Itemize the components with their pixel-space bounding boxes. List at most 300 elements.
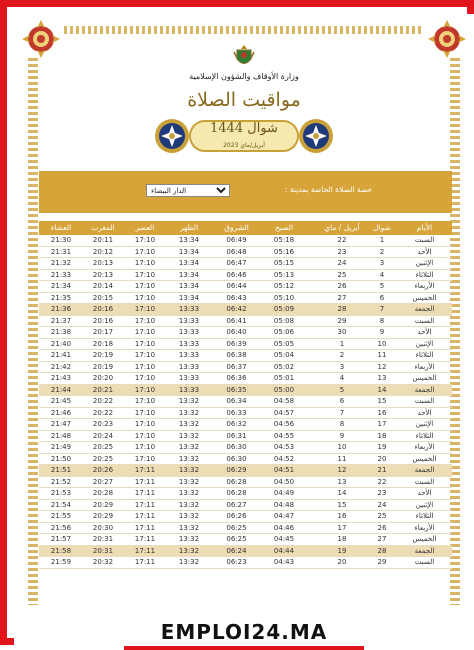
cell-maghrib-time: 20:12 — [92, 247, 114, 256]
cell-day: السبت — [414, 397, 435, 405]
table-row — [39, 511, 452, 523]
table-row — [39, 281, 452, 293]
cell-gregorian-day: 17 — [337, 523, 347, 532]
cell-isha-time: 21:57 — [50, 535, 72, 543]
cell-dhuhr-time: 13:34 — [178, 282, 200, 290]
col-header-isha: العشاء — [50, 223, 72, 232]
table-row — [39, 500, 452, 512]
cell-day: الأربعاء — [414, 282, 435, 290]
cell-hijri-day: 23 — [377, 489, 387, 497]
cell-sunrise-time: 06:26 — [226, 512, 247, 520]
cell-hijri-day: 18 — [377, 431, 387, 440]
cell-day: الثلاثاء — [415, 351, 434, 359]
cell-asr-time: 17:11 — [134, 500, 156, 509]
cell-hijri-day: 25 — [377, 512, 387, 520]
cell-hijri-day: 9 — [379, 328, 385, 336]
cell-sunrise-time: 06:42 — [226, 305, 247, 313]
cell-fajr-time: 04:50 — [273, 477, 295, 486]
cell-asr-time: 17:11 — [134, 546, 156, 555]
table-row — [39, 362, 452, 374]
cell-dhuhr-time: 13:34 — [178, 293, 200, 302]
cell-fajr-time: 04:49 — [273, 489, 295, 497]
cell-isha-time: 21:30 — [50, 236, 72, 244]
cell-fajr-time: 04:47 — [273, 512, 295, 520]
cell-hijri-day: 13 — [377, 374, 387, 382]
cell-maghrib-time: 20:11 — [92, 236, 114, 244]
cell-hijri-day: 6 — [379, 293, 385, 302]
cell-sunrise-time: 06:30 — [226, 454, 247, 463]
cell-hijri-day: 4 — [379, 270, 385, 279]
cell-gregorian-day: 19 — [337, 546, 347, 555]
prayer-times-table — [39, 235, 452, 569]
cell-hijri-day: 11 — [377, 351, 387, 359]
table-row — [39, 373, 452, 385]
cell-sunrise-time: 06:31 — [226, 431, 247, 440]
cell-asr-time: 17:10 — [134, 316, 156, 325]
cell-isha-time: 21:31 — [50, 247, 72, 256]
cell-asr-time: 17:11 — [134, 523, 156, 532]
cell-maghrib-time: 20:16 — [92, 316, 114, 325]
cell-dhuhr-time: 13:33 — [178, 316, 200, 325]
cell-day: الأحد — [417, 328, 432, 336]
cell-day: السبت — [414, 477, 435, 486]
cell-sunrise-time: 06:23 — [226, 558, 247, 566]
col-header-gregorian: أبريل / ماي — [324, 223, 360, 232]
cell-gregorian-day: 1 — [339, 339, 345, 348]
cell-sunrise-time: 06:35 — [226, 385, 247, 394]
table-row — [39, 557, 452, 569]
cell-maghrib-time: 20:21 — [92, 385, 114, 394]
cell-asr-time: 17:11 — [134, 466, 156, 474]
cell-hijri-day: 21 — [377, 466, 387, 474]
coat-of-arms-icon — [232, 44, 256, 70]
cell-hijri-day: 8 — [379, 316, 385, 325]
cell-gregorian-day: 7 — [339, 408, 345, 417]
cell-hijri-day: 19 — [377, 443, 387, 451]
cell-fajr-time: 04:51 — [273, 466, 295, 474]
table-row — [39, 546, 452, 558]
cell-maghrib-time: 20:24 — [92, 431, 114, 440]
col-header-dhuhr: الظهر — [179, 223, 199, 232]
cell-maghrib-time: 20:28 — [92, 489, 114, 497]
cell-fajr-time: 05:05 — [273, 339, 295, 348]
cell-dhuhr-time: 13:34 — [178, 236, 200, 244]
ministry-name: وزارة الأوقاف والشؤون الإسلامية — [189, 72, 299, 81]
cell-asr-time: 17:10 — [134, 431, 156, 440]
cell-isha-time: 21:52 — [50, 477, 72, 486]
cell-hijri-day: 28 — [377, 546, 387, 555]
cell-fajr-time: 04:44 — [273, 546, 295, 555]
cell-fajr-time: 04:48 — [273, 500, 295, 509]
cell-gregorian-day: 25 — [337, 270, 347, 279]
cell-dhuhr-time: 13:32 — [178, 477, 200, 486]
cell-fajr-time: 04:53 — [273, 443, 295, 451]
cell-sunrise-time: 06:28 — [226, 489, 247, 497]
cell-gregorian-day: 29 — [337, 316, 347, 325]
top-decorative-border — [64, 26, 424, 34]
cell-isha-time: 21:49 — [50, 443, 72, 451]
table-row — [39, 385, 452, 397]
cell-dhuhr-time: 13:33 — [178, 385, 200, 394]
cell-isha-time: 21:55 — [50, 512, 72, 520]
cell-gregorian-day: 10 — [337, 443, 347, 451]
cell-fajr-time: 05:15 — [273, 259, 295, 267]
page-inner — [14, 14, 474, 645]
cell-day: الثلاثاء — [415, 431, 434, 440]
cell-asr-time: 17:10 — [134, 385, 156, 394]
cell-fajr-time: 05:02 — [273, 362, 295, 371]
cell-gregorian-day: 12 — [337, 466, 347, 474]
cell-asr-time: 17:10 — [134, 259, 156, 267]
cell-gregorian-day: 30 — [337, 328, 347, 336]
cell-isha-time: 21:34 — [50, 282, 72, 290]
cell-fajr-time: 05:06 — [273, 328, 295, 336]
cell-gregorian-day: 2 — [339, 351, 345, 359]
cell-isha-time: 21:51 — [50, 466, 72, 474]
table-row — [39, 431, 452, 443]
cell-asr-time: 17:10 — [134, 328, 156, 336]
corner-ornament-right — [424, 16, 470, 62]
cell-maghrib-time: 20:30 — [92, 523, 114, 532]
cell-hijri-day: 26 — [377, 523, 387, 532]
cell-dhuhr-time: 13:32 — [178, 523, 200, 532]
cell-gregorian-day: 20 — [337, 558, 347, 566]
cell-sunrise-time: 06:40 — [226, 328, 247, 336]
cell-isha-time: 21:50 — [50, 454, 72, 463]
cell-isha-time: 21:38 — [50, 328, 72, 336]
cell-hijri-day: 22 — [377, 477, 387, 486]
cell-isha-time: 21:47 — [50, 420, 72, 428]
cell-fajr-time: 04:46 — [273, 523, 295, 532]
cell-fajr-time: 05:16 — [273, 247, 295, 256]
cell-hijri-day: 20 — [377, 454, 387, 463]
col-header-day: الأيام — [416, 223, 433, 232]
cell-hijri-day: 3 — [379, 259, 385, 267]
cell-sunrise-time: 06:49 — [226, 236, 247, 244]
cell-fajr-time: 05:18 — [273, 236, 295, 244]
cell-gregorian-day: 8 — [339, 420, 345, 428]
site-logo — [124, 618, 364, 648]
cell-hijri-day: 5 — [379, 282, 385, 290]
cell-fajr-time: 05:10 — [273, 293, 295, 302]
cell-dhuhr-time: 13:33 — [178, 339, 200, 348]
cell-day: الجمعة — [414, 546, 435, 555]
cell-asr-time: 17:10 — [134, 305, 156, 313]
table-row — [39, 235, 452, 247]
cell-asr-time: 17:10 — [134, 236, 156, 244]
cell-sunrise-time: 06:48 — [226, 247, 247, 256]
corner-ornament-left — [18, 16, 64, 62]
cell-dhuhr-time: 13:34 — [178, 247, 200, 256]
cell-maghrib-time: 20:31 — [92, 535, 114, 543]
cell-day: الإثنين — [415, 259, 434, 267]
cell-maghrib-time: 20:26 — [92, 466, 114, 474]
cell-hijri-day: 17 — [377, 420, 387, 428]
cell-gregorian-day: 14 — [337, 489, 347, 497]
cell-asr-time: 17:10 — [134, 293, 156, 302]
cell-maghrib-time: 20:16 — [92, 305, 114, 313]
cell-gregorian-day: 11 — [337, 454, 347, 463]
cell-day: الإثنين — [415, 420, 434, 428]
cell-isha-time: 21:35 — [50, 293, 72, 302]
cell-fajr-time: 05:09 — [273, 305, 295, 313]
cell-hijri-day: 10 — [377, 339, 387, 348]
cell-hijri-day: 2 — [379, 247, 385, 256]
cell-maghrib-time: 20:32 — [92, 558, 114, 566]
hijri-month: شوال 1444 — [210, 121, 278, 136]
cell-gregorian-day: 16 — [337, 512, 347, 520]
cell-maghrib-time: 20:29 — [92, 500, 114, 509]
cell-sunrise-time: 06:33 — [226, 408, 247, 417]
cell-day: السبت — [414, 236, 435, 244]
cell-day: الخميس — [412, 454, 437, 463]
cell-dhuhr-time: 13:32 — [178, 500, 200, 509]
cell-day: الجمعة — [414, 385, 435, 394]
cell-day: السبت — [414, 316, 435, 325]
cell-maghrib-time: 20:18 — [92, 339, 114, 348]
cell-hijri-day: 7 — [379, 305, 385, 313]
cell-sunrise-time: 06:24 — [226, 546, 247, 555]
cell-isha-time: 21:45 — [50, 397, 72, 405]
cell-fajr-time: 05:01 — [273, 374, 295, 382]
cell-asr-time: 17:11 — [134, 558, 156, 566]
cell-dhuhr-time: 13:33 — [178, 362, 200, 371]
cell-sunrise-time: 06:28 — [226, 477, 247, 486]
cell-asr-time: 17:10 — [134, 362, 156, 371]
col-header-fajr: الصبح — [275, 223, 293, 232]
cell-hijri-day: 14 — [377, 385, 387, 394]
table-row — [39, 258, 452, 270]
cell-asr-time: 17:10 — [134, 408, 156, 417]
cell-isha-time: 21:40 — [50, 339, 72, 348]
cell-asr-time: 17:10 — [134, 351, 156, 359]
cell-isha-time: 21:59 — [50, 558, 72, 566]
cell-isha-time: 21:48 — [50, 431, 72, 440]
cell-dhuhr-time: 13:32 — [178, 454, 200, 463]
cell-asr-time: 17:10 — [134, 247, 156, 256]
cell-gregorian-day: 28 — [337, 305, 347, 313]
cell-asr-time: 17:10 — [134, 374, 156, 382]
cell-asr-time: 17:11 — [134, 477, 156, 486]
cell-asr-time: 17:11 — [134, 535, 156, 543]
table-row — [39, 408, 452, 420]
cell-fajr-time: 04:56 — [273, 420, 295, 428]
cell-hijri-day: 16 — [377, 408, 387, 417]
table-row — [39, 523, 452, 535]
cell-sunrise-time: 06:38 — [226, 351, 247, 359]
cell-sunrise-time: 06:41 — [226, 316, 247, 325]
cell-day: الثلاثاء — [415, 512, 434, 520]
cell-sunrise-time: 06:27 — [226, 500, 247, 509]
cell-dhuhr-time: 13:34 — [178, 259, 200, 267]
cell-sunrise-time: 06:34 — [226, 397, 247, 405]
cell-maghrib-time: 20:25 — [92, 443, 114, 451]
cell-gregorian-day: 26 — [337, 282, 347, 290]
cell-day: السبت — [414, 558, 435, 566]
cell-fajr-time: 04:43 — [273, 558, 295, 566]
cell-asr-time: 17:11 — [134, 512, 156, 520]
page-title: مواقيت الصلاة — [187, 89, 301, 111]
cell-day: الأربعاء — [414, 362, 435, 371]
cell-dhuhr-time: 13:32 — [178, 420, 200, 428]
cell-gregorian-day: 4 — [339, 374, 345, 382]
col-header-sunrise: الشروق — [224, 223, 249, 232]
table-row — [39, 419, 452, 431]
cell-gregorian-day: 24 — [337, 259, 347, 267]
table-row — [39, 454, 452, 466]
site-logo-text: EMPLOI24.MA — [160, 620, 328, 644]
cell-maghrib-time: 20:17 — [92, 328, 114, 336]
table-row — [39, 350, 452, 362]
cell-dhuhr-time: 13:33 — [178, 328, 200, 336]
cell-fajr-time: 05:13 — [273, 270, 295, 279]
cell-gregorian-day: 9 — [339, 431, 345, 440]
cell-maghrib-time: 20:22 — [92, 397, 114, 405]
cell-fajr-time: 04:45 — [273, 535, 295, 543]
cell-day: الإثنين — [415, 339, 434, 348]
cell-gregorian-day: 23 — [337, 247, 347, 256]
cell-day: الخميس — [412, 293, 437, 302]
cell-sunrise-time: 06:46 — [226, 270, 247, 279]
cell-day: الخميس — [412, 374, 437, 382]
cell-isha-time: 21:33 — [50, 270, 72, 279]
cell-asr-time: 17:11 — [134, 489, 156, 497]
cell-sunrise-time: 06:32 — [226, 420, 247, 428]
cell-asr-time: 17:10 — [134, 420, 156, 428]
cell-isha-time: 21:53 — [50, 489, 72, 497]
cell-maghrib-time: 20:19 — [92, 362, 114, 371]
table-row — [39, 304, 452, 316]
cell-day: الأحد — [417, 247, 432, 256]
cell-gregorian-day: 18 — [337, 535, 347, 543]
cell-isha-time: 21:41 — [50, 351, 72, 359]
cell-maghrib-time: 20:14 — [92, 282, 114, 290]
cell-asr-time: 17:10 — [134, 454, 156, 463]
cell-isha-time: 21:32 — [50, 259, 72, 267]
table-row — [39, 488, 452, 500]
left-decorative-border — [28, 58, 38, 605]
cell-isha-time: 21:56 — [50, 523, 72, 532]
cell-maghrib-time: 20:25 — [92, 454, 114, 463]
cell-sunrise-time: 06:44 — [226, 282, 247, 290]
cell-fajr-time: 05:12 — [273, 282, 295, 290]
cell-gregorian-day: 27 — [337, 293, 347, 302]
cell-fajr-time: 04:55 — [273, 431, 295, 440]
cell-fajr-time: 04:52 — [273, 454, 295, 463]
cell-gregorian-day: 22 — [337, 236, 347, 244]
cell-sunrise-time: 06:47 — [226, 259, 247, 267]
cell-hijri-day: 24 — [377, 500, 387, 509]
table-row — [39, 534, 452, 546]
cell-dhuhr-time: 13:33 — [178, 305, 200, 313]
cell-sunrise-time: 06:25 — [226, 535, 247, 543]
cell-hijri-day: 15 — [377, 397, 387, 405]
cell-maghrib-time: 20:19 — [92, 351, 114, 359]
cell-dhuhr-time: 13:32 — [178, 535, 200, 543]
cell-day: الإثنين — [415, 500, 434, 509]
col-header-asr: العصر — [135, 223, 155, 232]
cell-dhuhr-time: 13:32 — [178, 558, 200, 566]
col-header-hijri: شوال — [373, 223, 391, 232]
cell-isha-time: 21:43 — [50, 374, 72, 382]
table-row — [39, 316, 452, 328]
cell-isha-time: 21:44 — [50, 385, 72, 394]
cell-sunrise-time: 06:29 — [226, 466, 247, 474]
col-header-maghrib: المغرب — [91, 223, 115, 232]
cell-gregorian-day: 6 — [339, 397, 345, 405]
cell-maghrib-time: 20:15 — [92, 293, 114, 302]
cell-maghrib-time: 20:13 — [92, 259, 114, 267]
table-row — [39, 442, 452, 454]
cell-dhuhr-time: 13:32 — [178, 431, 200, 440]
cell-gregorian-day: 13 — [337, 477, 347, 486]
cell-dhuhr-time: 13:33 — [178, 374, 200, 382]
cell-dhuhr-time: 13:34 — [178, 270, 200, 279]
cell-dhuhr-time: 13:32 — [178, 489, 200, 497]
cell-gregorian-day: 15 — [337, 500, 347, 509]
table-row — [39, 396, 452, 408]
city-selector-bar — [39, 171, 452, 213]
cell-fajr-time: 05:00 — [273, 385, 295, 394]
cell-isha-time: 21:46 — [50, 408, 72, 417]
cell-dhuhr-time: 13:32 — [178, 408, 200, 417]
cell-gregorian-day: 5 — [339, 385, 345, 394]
cell-hijri-day: 1 — [379, 236, 385, 244]
cell-isha-time: 21:54 — [50, 500, 72, 509]
cell-isha-time: 21:36 — [50, 305, 72, 313]
cell-dhuhr-time: 13:32 — [178, 397, 200, 405]
cell-day: الجمعة — [414, 466, 435, 474]
cell-maghrib-time: 20:23 — [92, 420, 114, 428]
table-row — [39, 339, 452, 351]
cell-day: الأحد — [417, 408, 432, 417]
cell-asr-time: 17:10 — [134, 397, 156, 405]
cell-sunrise-time: 06:37 — [226, 362, 247, 371]
table-row — [39, 465, 452, 477]
cell-sunrise-time: 06:39 — [226, 339, 247, 348]
cell-day: الأحد — [417, 489, 432, 497]
cell-dhuhr-time: 13:32 — [178, 546, 200, 555]
cell-gregorian-day: 3 — [339, 362, 345, 371]
cell-isha-time: 21:42 — [50, 362, 72, 371]
cell-dhuhr-time: 13:32 — [178, 466, 200, 474]
cell-dhuhr-time: 13:32 — [178, 512, 200, 520]
medallion-icon — [298, 118, 334, 154]
cell-day: الأربعاء — [414, 523, 435, 532]
cell-sunrise-time: 06:25 — [226, 523, 247, 532]
gregorian-months: أبريل/ماي 2023 — [223, 142, 265, 149]
table-row — [39, 477, 452, 489]
cell-maghrib-time: 20:20 — [92, 374, 114, 382]
city-select[interactable] — [146, 184, 230, 197]
cell-asr-time: 17:10 — [134, 282, 156, 290]
cell-fajr-time: 05:08 — [273, 316, 295, 325]
table-row — [39, 270, 452, 282]
cell-dhuhr-time: 13:32 — [178, 443, 200, 451]
cell-fajr-time: 05:04 — [273, 351, 295, 359]
cell-day: الأربعاء — [414, 443, 435, 451]
cell-asr-time: 17:10 — [134, 443, 156, 451]
cell-day: الجمعة — [414, 305, 435, 313]
cell-dhuhr-time: 13:33 — [178, 351, 200, 359]
cell-maghrib-time: 20:31 — [92, 546, 114, 555]
cell-maghrib-time: 20:22 — [92, 408, 114, 417]
cell-sunrise-time: 06:43 — [226, 293, 247, 302]
cell-day: الثلاثاء — [415, 270, 434, 279]
cell-hijri-day: 29 — [377, 558, 387, 566]
city-label: حصة الصلاة الخاصة بمدينة : — [284, 185, 372, 194]
table-row — [39, 247, 452, 259]
